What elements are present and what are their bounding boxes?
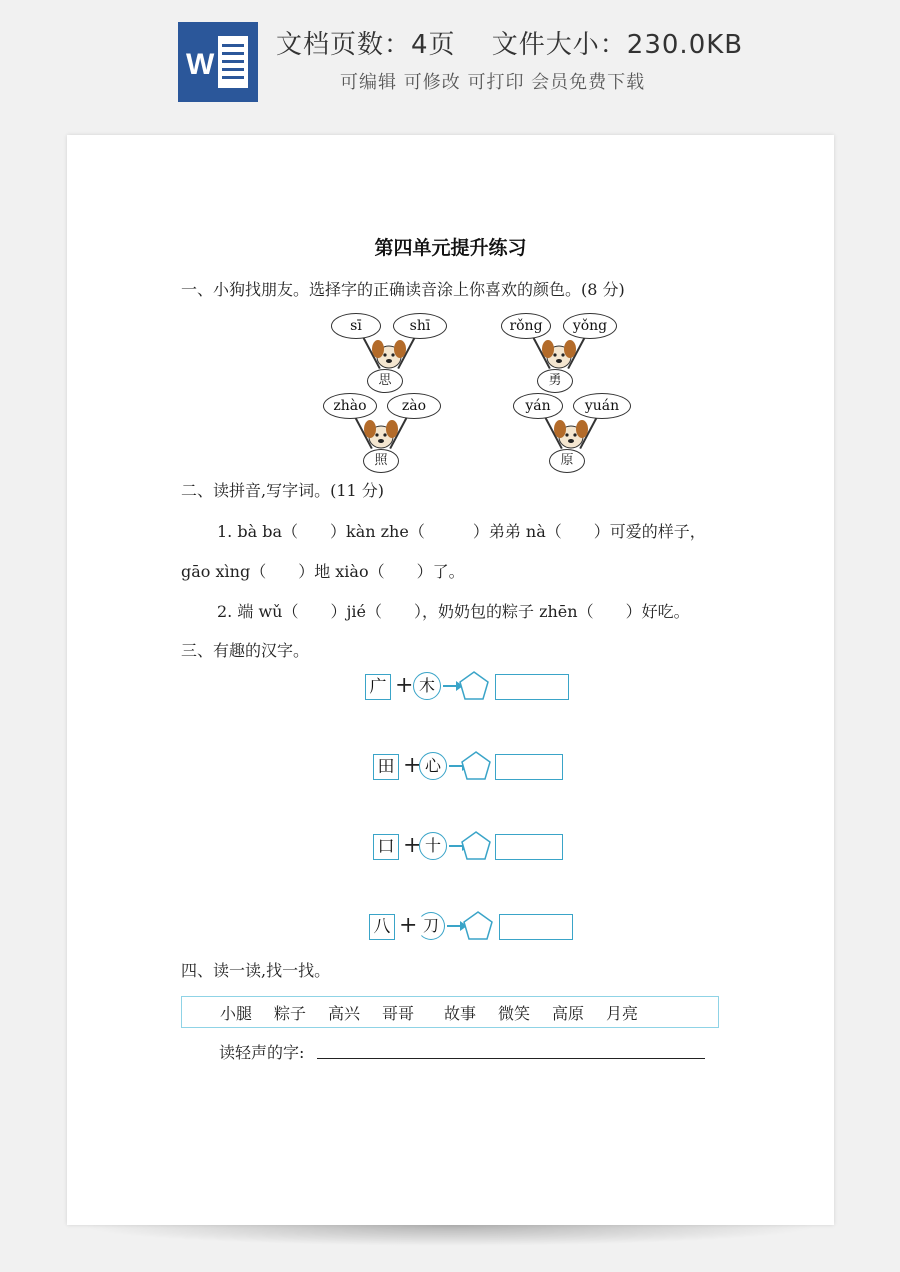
plus-sign: + [399, 913, 418, 938]
dog-icon [537, 335, 581, 371]
doc-info-title: 文档页数：4页 文件大小：230.0KB [276, 30, 744, 60]
question-4-prompt: 四、读一读,找一找。 [181, 961, 331, 980]
answer-blank-line[interactable] [317, 1058, 705, 1059]
question-3-prompt: 三、有趣的汉字。 [181, 641, 310, 660]
hanzi-equation-row [369, 911, 579, 945]
hanzi-label: 勇 [537, 369, 573, 393]
pinyin-option[interactable]: sī [331, 313, 381, 339]
svg-text:W: W [186, 48, 215, 81]
dog-item-1 [331, 313, 451, 388]
plus-sign: + [403, 833, 422, 858]
page-title: 第四单元提升练习 [374, 237, 527, 259]
hanzi-label: 原 [549, 449, 585, 473]
word-item: 小腿 [220, 1004, 253, 1023]
component-box: 八 [369, 914, 395, 940]
question-2-line-1: 1. bà ba（ ）kàn zhe（ ）弟弟 nà（ ）可爱的样子， [217, 522, 706, 541]
pinyin-option[interactable]: yǒng [563, 313, 617, 339]
answer-box[interactable] [495, 754, 563, 780]
header [0, 0, 900, 120]
component-circle: 心 [419, 752, 447, 780]
pinyin-option[interactable]: zhào [323, 393, 377, 419]
pinyin-option[interactable]: rǒng [501, 313, 551, 339]
word-item: 微笑 [498, 1004, 531, 1023]
question-2-prompt: 二、读拼音,写字词。(11 分) [181, 481, 385, 500]
hanzi-equation-row [373, 831, 573, 865]
question-2-line-2: gāo xìng（ ）地 xiào（ ）了。 [181, 562, 465, 581]
dog-item-4 [513, 393, 633, 468]
hanzi-label: 思 [367, 369, 403, 393]
plus-sign: + [403, 753, 422, 778]
answer-box[interactable] [499, 914, 573, 940]
question-1-prompt: 一、小狗找朋友。选择字的正确读音涂上你喜欢的颜色。(8 分) [181, 280, 625, 299]
dog-icon [359, 415, 403, 451]
plus-sign: + [395, 673, 414, 698]
answer-box[interactable] [495, 834, 563, 860]
word-item: 故事 [444, 1004, 477, 1023]
document-page [67, 135, 834, 1225]
word-item: 粽子 [274, 1004, 307, 1023]
word-item: 月亮 [606, 1004, 639, 1023]
dog-icon [367, 335, 411, 371]
component-circle: 木 [413, 672, 441, 700]
pinyin-option[interactable]: shī [393, 313, 447, 339]
component-circle: 十 [419, 832, 447, 860]
word-item: 哥哥 [382, 1004, 415, 1023]
pentagon-icon[interactable] [459, 829, 493, 863]
component-box: 广 [365, 674, 391, 700]
dog-item-3 [323, 393, 443, 468]
word-item: 高兴 [328, 1004, 361, 1023]
pentagon-icon[interactable] [459, 749, 493, 783]
component-box: 口 [373, 834, 399, 860]
doc-info-subtitle: 可编辑 可修改 可打印 会员免费下载 [340, 72, 646, 93]
component-circle: 刀 [417, 912, 445, 940]
word-item: 高原 [552, 1004, 585, 1023]
hanzi-equation-row [373, 751, 573, 785]
dog-icon [549, 415, 593, 451]
word-document-icon [178, 22, 258, 102]
answer-box[interactable] [495, 674, 569, 700]
answer-label: 读轻声的字: [219, 1043, 305, 1062]
hanzi-equation-row [365, 671, 575, 705]
pentagon-icon[interactable] [461, 909, 495, 943]
dog-item-2 [501, 313, 621, 388]
pinyin-option[interactable]: yán [513, 393, 563, 419]
question-2-line-3: 2. 端 wǔ（ ）jié（ ），奶奶包的粽子 zhēn（ ）好吃。 [217, 602, 690, 621]
pinyin-option[interactable]: zào [387, 393, 441, 419]
word-list-box [181, 996, 719, 1028]
hanzi-label: 照 [363, 449, 399, 473]
pentagon-icon[interactable] [457, 669, 491, 703]
component-box: 田 [373, 754, 399, 780]
pinyin-option[interactable]: yuán [573, 393, 631, 419]
